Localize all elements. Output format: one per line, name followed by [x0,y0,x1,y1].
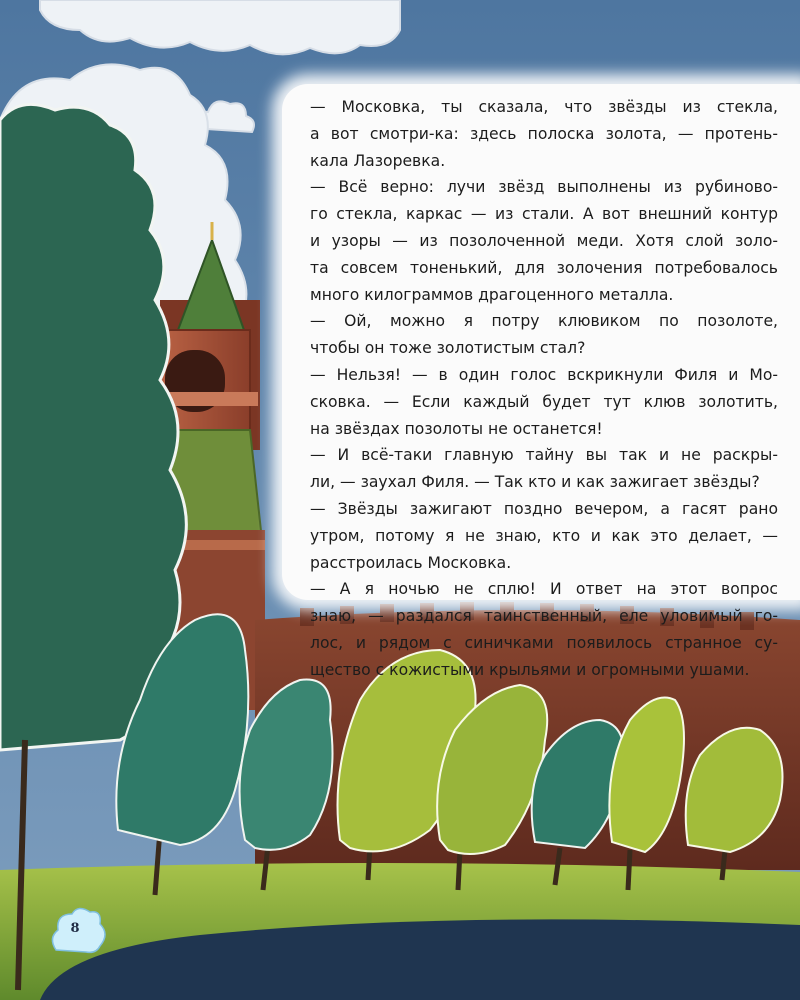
story-line: щество с кожистыми крыльями и огромными ушами. [310,660,750,679]
story-line: го стекла, каркас — из стали. А вот внешний контур [310,205,778,224]
story-line: — А я ночью не сплю! И ответ на этот вопрос [310,580,778,599]
story-line: расстроилась Московка. [310,553,512,572]
story-line: — Нельзя! — в один голос вскрикнули Филя и Мо- [310,365,778,384]
story-line: чтобы он тоже золотистым стал? [310,339,586,358]
story-line: ли, — заухал Филя. — Так кто и как зажигает звёзды? [310,473,760,492]
story-line: и узоры — из позолоченной меди. Хотя слой золо- [310,231,778,250]
story-text [310,94,778,684]
story-line: лос, и рядом с синичками появилось странное су- [310,633,778,652]
story-line: на звёздах позолоты не останется! [310,419,603,438]
story-line: много килограммов драгоценного металла. [310,285,674,304]
story-line: та совсем тоненький, для золочения потребовалось [310,258,778,277]
page-number: 8 [70,921,80,936]
story-line: — Ой, можно я потру клювиком по позолоте, [310,312,778,331]
story-line: утром, потому я не знаю, кто и как это делает, — [310,526,778,545]
story-line: — Звёзды зажигают поздно вечером, а гасят рано [310,499,778,518]
story-line: знаю, — раздался таинственный, еле уловимый го- [310,607,778,626]
story-line: а вот смотри-ка: здесь полоска золота, — протень- [310,124,778,143]
story-line: кала Лазоревка. [310,151,446,170]
story-line: сковка. — Если каждый будет тут клюв золотить, [310,392,778,411]
story-line: — Московка, ты сказала, что звёзды из стекла, [310,98,778,116]
story-line: — Всё верно: лучи звёзд выполнены из рубиново- [310,178,778,197]
story-line: — И всё-таки главную тайну вы так и не раскры- [310,446,778,465]
